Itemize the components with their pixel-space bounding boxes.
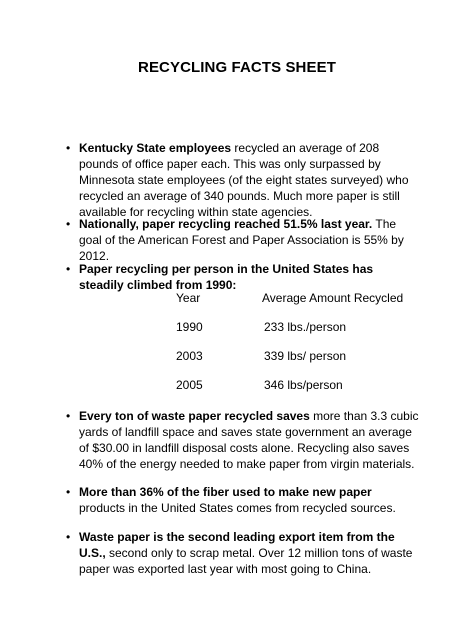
bullet-bold-text: Kentucky State employees [79,141,232,155]
table-cell-amount: 339 lbs/ person [264,349,347,363]
table-cell-amount: 233 lbs./person [264,320,347,334]
bullet-bold-text: Waste paper is the second leading export item from the U.S., [79,530,395,560]
bullet-body-text: The goal of the American Forest and Paper Association is 55% by 2012. [79,217,404,263]
bullet-text [79,408,419,472]
recycling-table [176,291,406,394]
bullet-dot: • [66,485,71,499]
table-cell-amount: 346 lbs/person [264,378,343,392]
table-cell-year: 2003 [176,349,203,363]
bullet-dot: • [66,262,71,276]
bullet-bold-text: More than 36% of the fiber used to make new paper [79,485,372,499]
bullet-dot: • [66,217,71,231]
bullet-dot: • [66,409,71,423]
bullet-body-text: more than 3.3 cubic yards of landfill space and saves state government an average of $30.00 in landfill disposal costs alone. Recycling also saves 40% of the energy needed to make paper from virgin materials. [79,409,419,471]
bullet-per-person [66,261,419,293]
table-cell-year: 2005 [176,378,203,392]
bullet-waste-paper-savings [66,408,419,472]
table-header-year: Year [176,291,201,305]
bullet-text [79,261,419,293]
bullet-dot: • [66,530,71,544]
bullet-text [79,529,419,577]
bullet-national-recycling [66,216,419,264]
page-title: RECYCLING FACTS SHEET [138,59,336,76]
bullet-text [79,140,419,220]
table-row [176,320,406,336]
bullet-text [79,216,419,264]
bullet-body-text: recycled an average of 208 pounds of office paper each. This was only surpassed by Minnesota state employees (of the eight states surveyed) who recycled an average of 340 pounds. Much more paper is still available for recycling within state agencies. [79,141,409,219]
table-row [176,378,406,394]
bullet-bold-text: Paper recycling per person in the United States has steadily climbed from 1990: [79,262,374,292]
table-row [176,349,406,365]
table-header-amount: Average Amount Recycled [262,291,404,305]
bullet-bold-text: Every ton of waste paper recycled saves [79,409,310,423]
bullet-dot: • [66,141,71,155]
bullet-bold-text: Nationally, paper recycling reached 51.5% last year. [79,217,373,231]
bullet-recycled-fiber [66,484,419,516]
table-header [176,291,406,307]
table-cell-year: 1990 [176,320,203,334]
bullet-export [66,529,419,577]
bullet-kentucky [66,140,419,220]
bullet-body-text: products in the United States comes from recycled sources. [79,501,396,515]
bullet-text [79,484,419,516]
bullet-body-text: second only to scrap metal. Over 12 million tons of waste paper was exported last year with most going to China. [79,546,413,576]
